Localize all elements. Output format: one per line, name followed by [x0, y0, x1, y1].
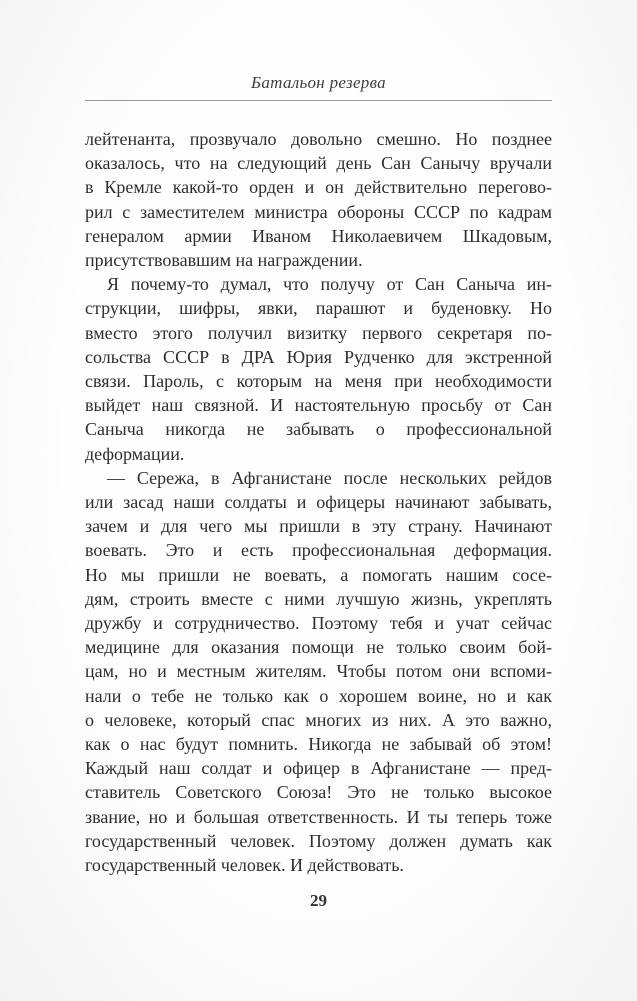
text-line: звание, но и большая ответственность. И ты теперь тоже — [85, 806, 552, 827]
text-line: связи. Пароль, с которым на меня при необходимости — [85, 371, 552, 392]
text-line: как о нас будут помнить. Никогда не забывай об этом! — [85, 734, 552, 755]
text-line: дям, строить вместе с ними лучшую жизнь, укреплять — [85, 588, 552, 609]
text-line: вместо этого получил визитку первого секретаря по- — [85, 322, 552, 343]
text-line: государственный человек. И действовать. — [85, 855, 404, 876]
text-line: дружбу и сотрудничество. Поэтому тебя и учат сейчас — [85, 613, 552, 634]
page-body-text — [85, 127, 552, 877]
page-number: 29 — [310, 891, 327, 910]
text-line: оказалось, что на следующий день Сан Санычу вручали — [85, 153, 552, 174]
running-header: Батальон резерва — [251, 73, 386, 92]
text-line: присутствовавшим на награждении. — [85, 250, 363, 271]
text-line: о человеке, который спас многих из них. А это важно, — [85, 709, 552, 730]
text-line: деформации. — [85, 443, 185, 464]
text-line: Каждый наш солдат и офицер в Афганистане — пред- — [85, 758, 552, 779]
text-line: лейтенанта, прозвучало довольно смешно. Но позднее — [85, 129, 552, 149]
text-line: — Сережа, в Афганистане после нескольких рейдов — [107, 467, 552, 488]
text-line: выйдет наш связной. И настоятельную просьбу от Сан — [85, 395, 552, 416]
text-line: рил с заместителем министра обороны СССР по кадрам — [85, 201, 552, 222]
paragraph — [85, 272, 552, 466]
text-line: зачем и для чего мы пришли в эту страну. Начинают — [85, 516, 552, 537]
text-line: Я почему-то думал, что получу от Сан Саныча ин- — [107, 274, 552, 295]
text-line: струкции, шифры, явки, парашют и буденовку. Но — [85, 298, 552, 319]
text-line: воевать. Это и есть профессиональная деформация. — [85, 540, 552, 561]
text-line: или засад наши солдаты и офицеры начинают забывать, — [85, 492, 552, 513]
text-line: генералом армии Иваном Николаевичем Шкадовым, — [85, 225, 552, 246]
text-line: сольства СССР в ДРА Юрия Рудченко для экстренной — [85, 346, 552, 367]
text-line: государственный человек. Поэтому должен думать как — [85, 830, 552, 851]
text-line: нали о тебе не только как о хорошем воине, но и как — [85, 685, 552, 706]
text-line: Но мы пришли не воевать, а помогать нашим сосе- — [85, 564, 552, 585]
paragraph — [85, 466, 552, 877]
header-rule — [85, 100, 552, 101]
paragraph — [85, 127, 552, 272]
text-line: в Кремле какой-то орден и он действительно перегово- — [85, 177, 552, 198]
text-line: медицине для оказания помощи не только своим бой- — [85, 637, 552, 658]
text-line: ставитель Советского Союза! Это не только высокое — [85, 782, 552, 803]
text-line: цам, но и местным жителям. Чтобы потом они вспоми- — [85, 661, 552, 682]
text-line: Саныча никогда не забывать о профессиональной — [85, 419, 552, 440]
